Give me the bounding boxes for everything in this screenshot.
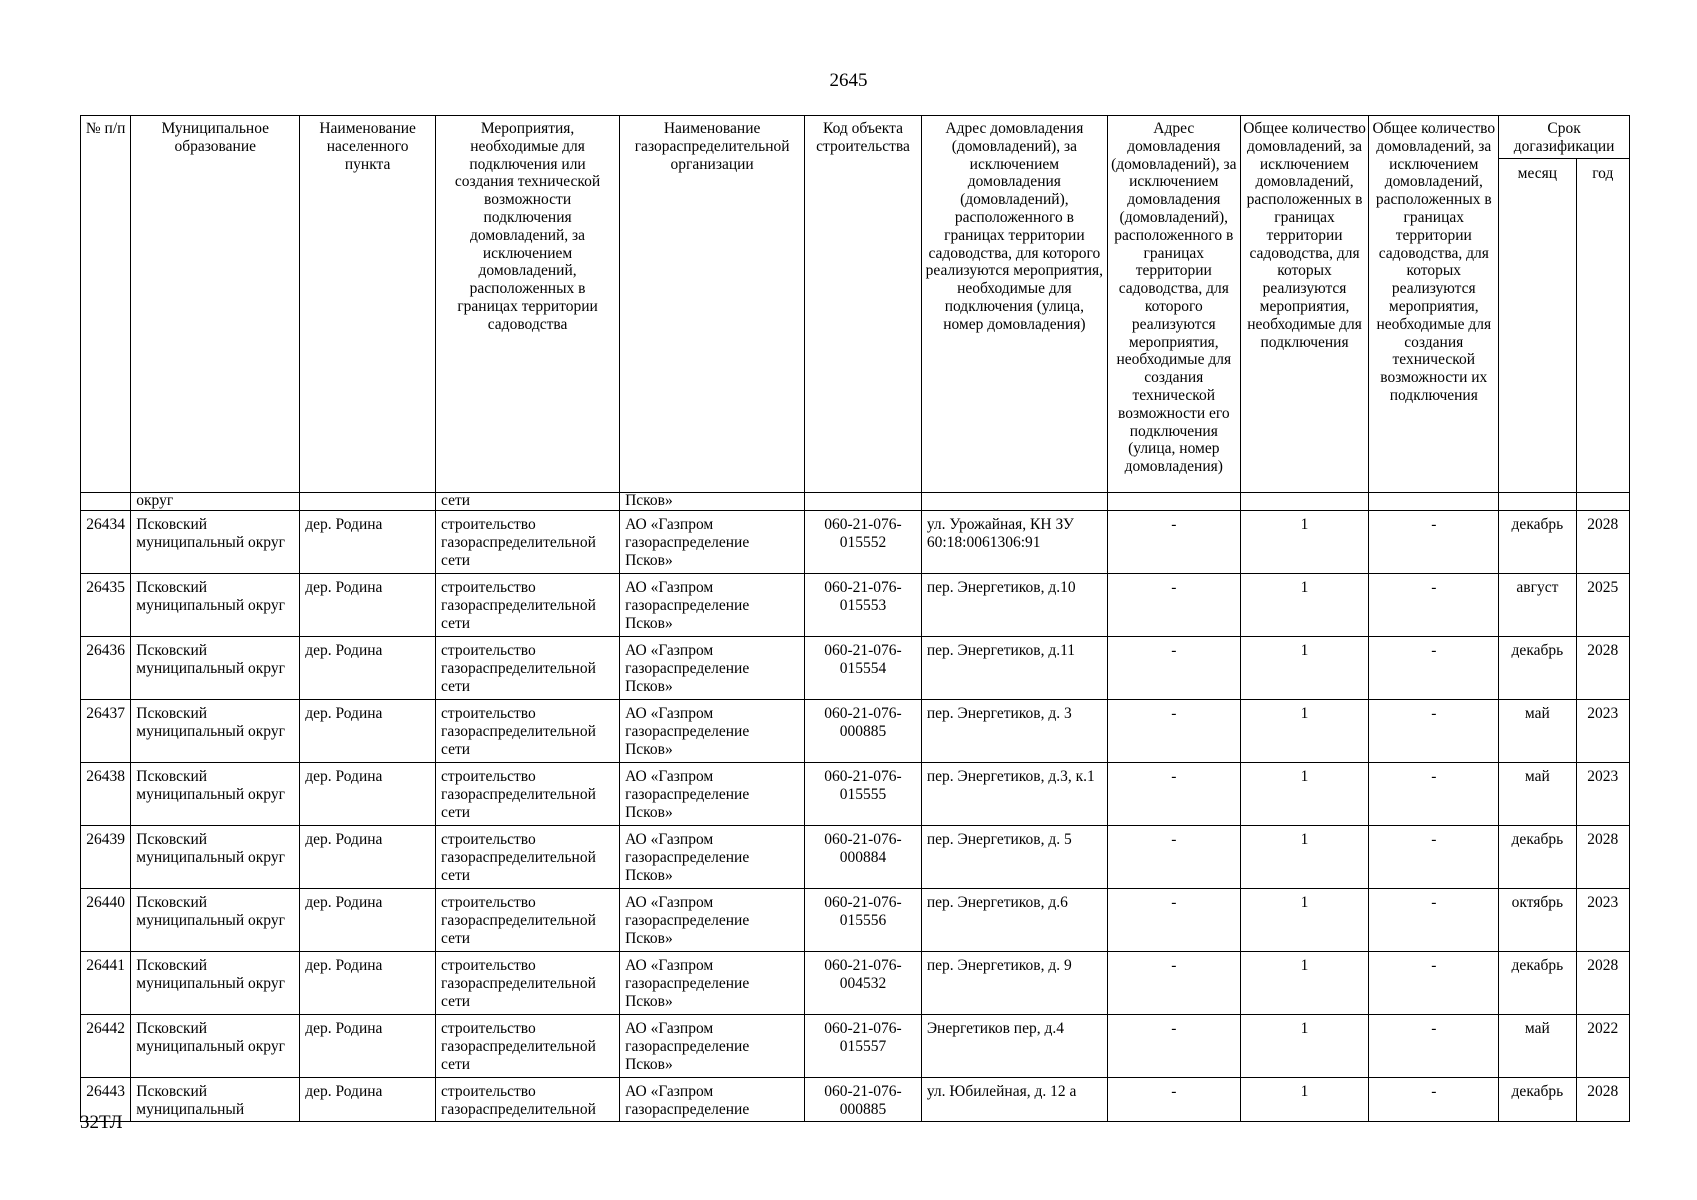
cell-address2 — [1107, 493, 1240, 511]
cell-settlement: дер. Родина — [300, 952, 436, 1015]
cell-month: декабрь — [1499, 826, 1576, 889]
cell-settlement: дер. Родина — [300, 637, 436, 700]
cell-count2: - — [1369, 511, 1499, 574]
cell-code: 060-21-076-000885 — [805, 700, 922, 763]
cell-count2 — [1369, 493, 1499, 511]
cell-address: пер. Энергетиков, д. 5 — [921, 826, 1107, 889]
cell-code: 060-21-076-015555 — [805, 763, 922, 826]
cell-count1: 1 — [1240, 1015, 1369, 1078]
cell-count2: - — [1369, 1078, 1499, 1122]
cell-count2: - — [1369, 1015, 1499, 1078]
cell-month: декабрь — [1499, 637, 1576, 700]
cell-count1: 1 — [1240, 574, 1369, 637]
cell-month: август — [1499, 574, 1576, 637]
cell-gdo: АО «Газпром газораспределение Псков» — [620, 763, 805, 826]
cell-settlement: дер. Родина — [300, 511, 436, 574]
cell-settlement: дер. Родина — [300, 574, 436, 637]
header-month: месяц — [1499, 159, 1576, 493]
cell-settlement: дер. Родина — [300, 763, 436, 826]
cell-code: 060-21-076-000885 — [805, 1078, 922, 1122]
cell-settlement: дер. Родина — [300, 826, 436, 889]
cell-measures: строительство газораспределительной сети — [436, 637, 620, 700]
cell-year: 2028 — [1576, 511, 1629, 574]
cell-address — [921, 493, 1107, 511]
cell-municipality: округ — [131, 493, 300, 511]
cell-year: 2025 — [1576, 574, 1629, 637]
cell-count2: - — [1369, 952, 1499, 1015]
cell-measures: строительство газораспределительной сети — [436, 574, 620, 637]
cell-gdo: АО «Газпром газораспределение Псков» — [620, 700, 805, 763]
cell-year: 2023 — [1576, 700, 1629, 763]
table-row — [81, 763, 1630, 826]
footer-code: 32ТЛ — [80, 1112, 123, 1133]
cell-count1: 1 — [1240, 637, 1369, 700]
cell-gdo: АО «Газпром газораспределение Псков» — [620, 511, 805, 574]
cell-count1: 1 — [1240, 826, 1369, 889]
cell-gdo: АО «Газпром газораспределение Псков» — [620, 952, 805, 1015]
cell-municipality: Псковский муниципальный — [131, 1078, 300, 1122]
cell-address2: - — [1107, 700, 1240, 763]
cell-year: 2022 — [1576, 1015, 1629, 1078]
header-year: год — [1576, 159, 1629, 493]
cell-address: пер. Энергетиков, д. 3 — [921, 700, 1107, 763]
page-number: 2645 — [829, 70, 868, 91]
cell-address2: - — [1107, 889, 1240, 952]
cell-count2: - — [1369, 637, 1499, 700]
cell-address: пер. Энергетиков, д.6 — [921, 889, 1107, 952]
cell-count2: - — [1369, 700, 1499, 763]
cell-num — [81, 493, 131, 511]
cell-count1: 1 — [1240, 763, 1369, 826]
cell-settlement — [300, 493, 436, 511]
cell-municipality: Псковский муниципальный округ — [131, 952, 300, 1015]
cell-measures: строительство газораспределительной сети — [436, 763, 620, 826]
cell-municipality: Псковский муниципальный округ — [131, 763, 300, 826]
cell-code: 060-21-076-015554 — [805, 637, 922, 700]
cell-address2: - — [1107, 511, 1240, 574]
cell-code — [805, 493, 922, 511]
cell-municipality: Псковский муниципальный округ — [131, 826, 300, 889]
cell-address: Энергетиков пер, д.4 — [921, 1015, 1107, 1078]
cell-municipality: Псковский муниципальный округ — [131, 889, 300, 952]
cell-measures: строительство газораспределительной сети — [436, 700, 620, 763]
cell-settlement: дер. Родина — [300, 889, 436, 952]
cell-num: 26435 — [81, 574, 131, 637]
cell-municipality: Псковский муниципальный округ — [131, 574, 300, 637]
header-settlement: Наименование населенного пункта — [300, 116, 436, 493]
cell-num: 26436 — [81, 637, 131, 700]
cell-num: 26441 — [81, 952, 131, 1015]
header-row — [81, 116, 1630, 159]
cell-gdo: АО «Газпром газораспределение Псков» — [620, 889, 805, 952]
cell-num: 26440 — [81, 889, 131, 952]
cell-count1: 1 — [1240, 889, 1369, 952]
cell-municipality: Псковский муниципальный округ — [131, 700, 300, 763]
table-row — [81, 574, 1630, 637]
header-gdo: Наименование газораспределительной организации — [620, 116, 805, 493]
cell-settlement: дер. Родина — [300, 1078, 436, 1122]
cell-month: декабрь — [1499, 952, 1576, 1015]
cell-measures: строительство газораспределительной сети — [436, 952, 620, 1015]
cell-month: декабрь — [1499, 511, 1576, 574]
table-row — [81, 952, 1630, 1015]
cell-month: май — [1499, 763, 1576, 826]
cell-gdo: АО «Газпром газораспределение — [620, 1078, 805, 1122]
cell-municipality: Псковский муниципальный округ — [131, 511, 300, 574]
cell-count1 — [1240, 493, 1369, 511]
cell-year: 2028 — [1576, 952, 1629, 1015]
cell-address2: - — [1107, 1015, 1240, 1078]
cell-address: ул. Урожайная, КН ЗУ 60:18:0061306:91 — [921, 511, 1107, 574]
cell-measures: строительство газораспределительной сети — [436, 511, 620, 574]
cell-month: октябрь — [1499, 889, 1576, 952]
header-municipality: Муниципальное образование — [131, 116, 300, 493]
cell-count2: - — [1369, 763, 1499, 826]
cell-gdo: АО «Газпром газораспределение Псков» — [620, 826, 805, 889]
cell-count1: 1 — [1240, 511, 1369, 574]
cell-address2: - — [1107, 952, 1240, 1015]
cell-year: 2028 — [1576, 1078, 1629, 1122]
table-row — [81, 700, 1630, 763]
table-row — [81, 511, 1630, 574]
cell-address2: - — [1107, 826, 1240, 889]
cell-year: 2028 — [1576, 637, 1629, 700]
table-body — [81, 493, 1630, 1122]
header-address-connect: Адрес домовладения (домовладений), за исключением домовладения (домовладений), расположенного в границах территории садоводства, для которого реализуются мероприятия, необходимые для подключения (улица, номер домовладения) — [921, 116, 1107, 493]
cell-address: пер. Энергетиков, д. 9 — [921, 952, 1107, 1015]
cell-measures: строительство газораспределительной сети — [436, 826, 620, 889]
header-code: Код объекта строительства — [805, 116, 922, 493]
cell-num: 26439 — [81, 826, 131, 889]
cell-month: декабрь — [1499, 1078, 1576, 1122]
cell-num: 26438 — [81, 763, 131, 826]
header-deadline: Срок догазификации — [1499, 116, 1630, 159]
header-num: № п/п — [81, 116, 131, 493]
cell-address: пер. Энергетиков, д.3, к.1 — [921, 763, 1107, 826]
cell-month: май — [1499, 700, 1576, 763]
cell-code: 060-21-076-015556 — [805, 889, 922, 952]
cell-count2: - — [1369, 574, 1499, 637]
cell-address2: - — [1107, 1078, 1240, 1122]
cell-settlement: дер. Родина — [300, 700, 436, 763]
gasification-table — [80, 115, 1630, 1122]
cell-settlement: дер. Родина — [300, 1015, 436, 1078]
cell-num: 26442 — [81, 1015, 131, 1078]
cell-num: 26437 — [81, 700, 131, 763]
cell-month — [1499, 493, 1576, 511]
cell-year: 2023 — [1576, 889, 1629, 952]
header-count-garden: Общее количество домовладений, за исключением домовладений, расположенных в границах территории садоводства, для которых реализуются мероприятия, необходимые для создания технической возможности их подключения — [1369, 116, 1499, 493]
cell-month: май — [1499, 1015, 1576, 1078]
cell-municipality: Псковский муниципальный округ — [131, 1015, 300, 1078]
cell-count2: - — [1369, 826, 1499, 889]
cell-address: ул. Юбилейная, д. 12 а — [921, 1078, 1107, 1122]
table-row — [81, 889, 1630, 952]
cell-year — [1576, 493, 1629, 511]
cell-count2: - — [1369, 889, 1499, 952]
continuation-row — [81, 493, 1630, 511]
table-row — [81, 1078, 1630, 1122]
cell-gdo: АО «Газпром газораспределение Псков» — [620, 574, 805, 637]
header-address-garden: Адрес домовладения (домовладений), за исключением домовладения (домовладений), расположенного в границах территории садоводства, для которого реализуются мероприятия, необходимые для создания технической возможности его подключения (улица, номер домовладения) — [1107, 116, 1240, 493]
cell-code: 060-21-076-015557 — [805, 1015, 922, 1078]
table-row — [81, 637, 1630, 700]
cell-code: 060-21-076-004532 — [805, 952, 922, 1015]
cell-address2: - — [1107, 763, 1240, 826]
cell-measures: строительство газораспределительной сети — [436, 1015, 620, 1078]
cell-gdo: АО «Газпром газораспределение Псков» — [620, 637, 805, 700]
cell-gdo: АО «Газпром газораспределение Псков» — [620, 1015, 805, 1078]
cell-address: пер. Энергетиков, д.11 — [921, 637, 1107, 700]
cell-num: 26434 — [81, 511, 131, 574]
cell-gdo: Псков» — [620, 493, 805, 511]
cell-municipality: Псковский муниципальный округ — [131, 637, 300, 700]
cell-num: 26443 — [81, 1078, 131, 1122]
cell-count1: 1 — [1240, 1078, 1369, 1122]
cell-code: 060-21-076-000884 — [805, 826, 922, 889]
cell-code: 060-21-076-015552 — [805, 511, 922, 574]
cell-address: пер. Энергетиков, д.10 — [921, 574, 1107, 637]
cell-address2: - — [1107, 637, 1240, 700]
cell-count1: 1 — [1240, 952, 1369, 1015]
cell-measures: строительство газораспределительной сети — [436, 889, 620, 952]
header-measures: Мероприятия, необходимые для подключения или создания технической возможности подключения домовладений, за исключением домовладений, расположенных в границах территории садоводства — [436, 116, 620, 493]
cell-address2: - — [1107, 574, 1240, 637]
cell-measures: строительство газораспределительной — [436, 1078, 620, 1122]
cell-measures: сети — [436, 493, 620, 511]
table-row — [81, 826, 1630, 889]
cell-count1: 1 — [1240, 700, 1369, 763]
cell-code: 060-21-076-015553 — [805, 574, 922, 637]
cell-year: 2028 — [1576, 826, 1629, 889]
cell-year: 2023 — [1576, 763, 1629, 826]
table-row — [81, 1015, 1630, 1078]
header-count-connect: Общее количество домовладений, за исключением домовладений, расположенных в границах территории садоводства, для которых реализуются мероприятия, необходимые для подключения — [1240, 116, 1369, 493]
